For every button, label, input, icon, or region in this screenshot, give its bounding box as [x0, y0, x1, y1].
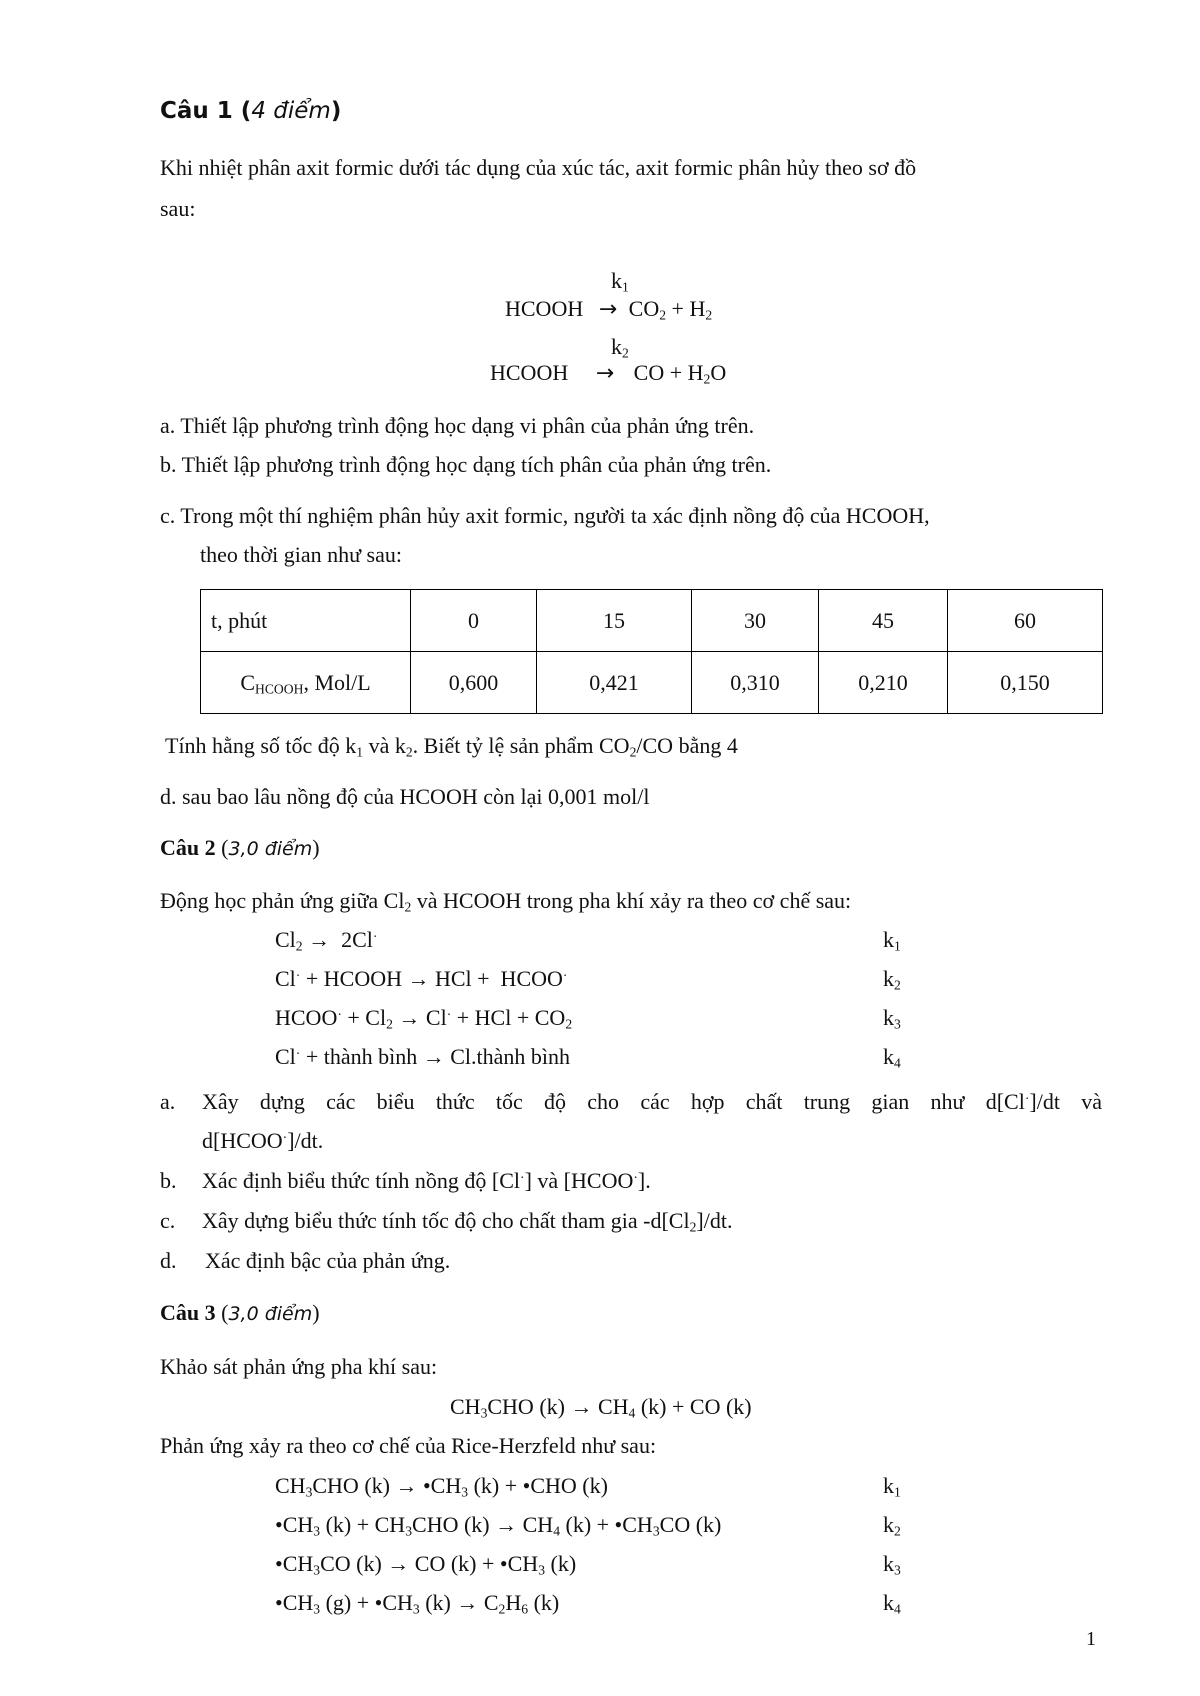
table-row — [201, 590, 1103, 652]
q2-intro: Động học phản ứng giữa $Cl_2$ và HCOOH trong pha khí xảy ra theo cơ chế sau: — [160, 888, 852, 915]
q3-mechanism-intro: Phản ứng xảy ra theo cơ chế của Rice-Herzfeld như sau: — [160, 1433, 657, 1458]
table-row — [201, 652, 1103, 714]
scheme-products-2: CO + $H_2O$ — [633, 360, 727, 387]
q3-step-2: $•CH_3$ $(k) + CH_3CHO$ $(k) \to CH_4$ $(k) + •CH_3CO$ (k) — [275, 1512, 722, 1539]
q2-item-d-label: d. — [160, 1248, 177, 1273]
q3-title: Câu 3 (3,0 điểm) — [160, 1300, 320, 1325]
q3-overall-reaction: $CH_3CHO$ $(k) \to CH_4$ (k) + CO (k) — [450, 1394, 752, 1421]
table-header-concentration: $C_{HCOOH}$, Mol/L — [201, 652, 411, 714]
table-cell: 45 — [819, 590, 948, 652]
reaction-arrow-icon: → — [595, 361, 615, 386]
scheme-reaction-2 — [490, 360, 726, 386]
q3-rate-k4: $k_4$ — [883, 1590, 901, 1617]
q1-intro-line2: sau: — [160, 196, 196, 221]
q3-rate-k3: $k_3$ — [883, 1551, 901, 1578]
q3-step-4: $•CH_3$ $(g) + •CH_3$ $(k) \to C_2H_6$ (k) — [275, 1590, 560, 1617]
scheme-reaction-1 — [505, 296, 712, 322]
table-cell: 0,150 — [948, 652, 1103, 714]
q1-item-b: b. Thiết lập phương trình động học dạng tích phân của phản ứng trên. — [160, 452, 772, 477]
q1-item-c-line2: theo thời gian như sau: — [200, 542, 402, 567]
q3-intro: Khảo sát phản ứng pha khí sau: — [160, 1354, 438, 1379]
q1-intro-line1: Khi nhiệt phân axit formic dưới tác dụng của xúc tác, axit formic phân hủy theo sơ đồ — [160, 155, 917, 180]
q1-item-a: a. Thiết lập phương trình động học dạng vi phân của phản ứng trên. — [160, 413, 755, 438]
q2-step-2: Cl· + HCOOH → HCl + HCOO· — [275, 966, 568, 991]
scheme-reactant-1: HCOOH — [505, 296, 584, 321]
q2-rate-k1: $k_1$ — [883, 927, 901, 954]
q2-item-a-label: a. — [160, 1089, 176, 1114]
q2-item-b: Xác định biểu thức tính nồng độ [Cl·] và [HCOO·]. — [202, 1168, 651, 1193]
q2-item-c-label: c. — [160, 1208, 176, 1233]
q3-rate-k2: $k_2$ — [883, 1512, 901, 1539]
q2-item-c: Xây dựng biểu thức tính tốc độ cho chất tham gia $-d[Cl_2]/dt$. — [202, 1208, 733, 1235]
q3-step-1: $CH_3CHO$ $(k) \to •CH_3$ (k) + •CHO (k) — [275, 1473, 608, 1500]
scheme-reactant-2: HCOOH — [490, 360, 569, 385]
q2-title: Câu 2 (3,0 điểm) — [160, 835, 320, 860]
table-cell: 30 — [692, 590, 819, 652]
table-cell: 0,310 — [692, 652, 819, 714]
q2-item-a-line1: Xây dựng các biểu thức tốc độ cho các hợp chất trung gian như d[Cl·]/dt và — [202, 1089, 1102, 1114]
table-cell: 0,421 — [537, 652, 692, 714]
q3-rate-k1: $k_1$ — [883, 1473, 901, 1500]
scheme-rate-k1: $k_1$ — [611, 268, 629, 295]
concentration-table — [200, 589, 1103, 714]
page-number: 1 — [1086, 1628, 1096, 1650]
scheme-products-1: $CO_2 + H_2$ — [628, 296, 713, 323]
table-cell: 0,210 — [819, 652, 948, 714]
q2-rate-k4: $k_4$ — [883, 1044, 901, 1071]
q1-title: Câu 1 (4 điểm) — [160, 98, 342, 124]
q2-item-b-label: b. — [160, 1168, 177, 1193]
q3-step-3: $•CH_3CO$ (k) → CO $(k) + •CH_3$ (k) — [275, 1551, 577, 1578]
q1-rate-constant-text: Tính hằng số tốc độ $k_1$ và $k_2$. Biết tỷ lệ sản phẩm $CO_2/CO$ bằng 4 — [165, 733, 738, 760]
table-cell: 0 — [411, 590, 537, 652]
q2-item-d: Xác định bậc của phản ứng. — [205, 1248, 451, 1273]
table-cell: 0,600 — [411, 652, 537, 714]
q2-rate-k2: $k_2$ — [883, 966, 901, 993]
q1-item-d: d. sau bao lâu nồng độ của HCOOH còn lại 0,001 mol/l — [160, 784, 650, 809]
q2-step-3: HCOO· + $Cl_2 \to Cl^\cdot$ + HCl + $CO_2$ — [275, 1005, 573, 1032]
q2-step-1: $Cl_2 \to 2Cl^\cdot$ — [275, 927, 378, 954]
reaction-arrow-icon: → — [598, 297, 618, 322]
table-cell: 15 — [537, 590, 692, 652]
table-header-time: t, phút — [201, 590, 411, 652]
q2-step-4: Cl· + thành bình → Cl.thành bình — [275, 1044, 571, 1069]
table-cell: 60 — [948, 590, 1103, 652]
q2-rate-k3: $k_3$ — [883, 1005, 901, 1032]
q2-item-a-line2: d[HCOO·]/dt. — [202, 1128, 324, 1153]
scheme-rate-k2: $k_2$ — [611, 334, 629, 361]
q1-item-c-line1: c. Trong một thí nghiệm phân hủy axit formic, người ta xác định nồng độ của HCOOH, — [160, 503, 930, 528]
